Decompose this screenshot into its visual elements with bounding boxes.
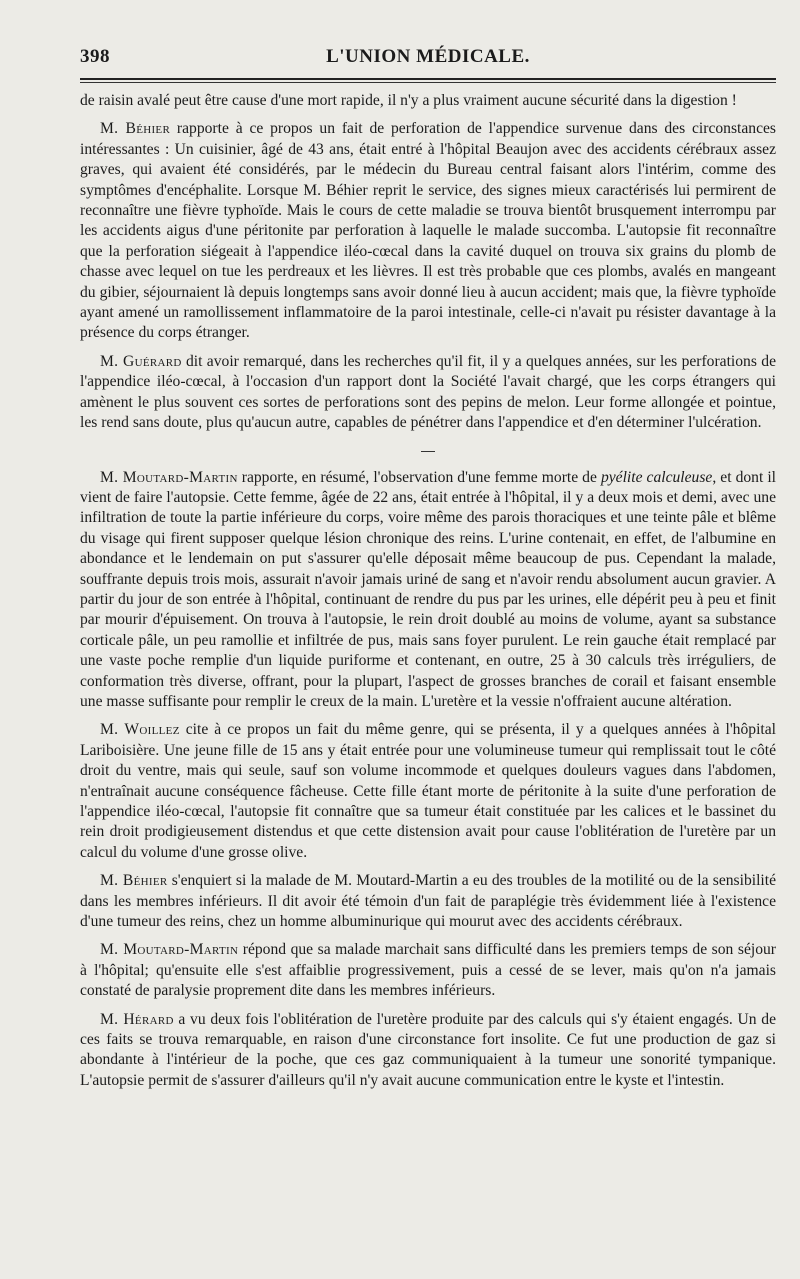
paragraph-woillez	[80, 720, 776, 863]
paragraph-moutard-martin-1	[80, 468, 776, 713]
paragraph-text: répond que sa malade marchait sans difficulté dans les premiers temps de son séjour à l'hôpital; qu'ensuite elle s'est affaiblie progressivement, puis a cessé de se lever, mais qu'on n'a jamais constaté de paralysie proprement dite dans les membres inférieurs.	[80, 941, 776, 1000]
paragraph-behier-1	[80, 119, 776, 343]
italic-term: pyélite calculeuse	[600, 468, 713, 486]
paragraph-text: rapporte à ce propos un fait de perforation de l'appendice survenue dans des circonstances intéressantes : Un cuisinier, âgé de 43 ans, était entré à l'hôpital Beaujon avec des accidents cérébraux assez graves, qui avaient été considérés, par le médecin du Bureau central faisant alors l'intérim, comme des symptômes d'encéphalite. Lorsque M. Béhier reprit le service, des signes mieux caractérisés lui permirent de reconnaître une fièvre typhoïde. Mais le cours de cette maladie se trouva bientôt brusquement interrompu par les accidents aigus d'une péritonite par perforation à laquelle le malade succomba. L'autopsie fit reconnaître que la perforation siégeait à l'appendice iléo-cœcal dans la cavité duquel on trouva six grains du plomb de chasse avec lequel on tue les perdreaux et les lièvres. Il est très probable que ces plombs, avalés en mangeant du gibier, séjournaient là depuis longtemps sans avoir donné lieu à aucun accident; mais que, la fièvre typhoïde ayant amené un ramollissement inflammatoire de la paroi intestinale, celle-ci n'avait pu résister davantage à la présence du corps étranger.	[80, 120, 776, 342]
header-rule-thick	[80, 78, 776, 80]
page-header	[80, 44, 776, 74]
speaker-name: M. Hérard	[100, 1010, 174, 1028]
paragraph-behier-2	[80, 871, 776, 932]
speaker-name: M. Béhier	[100, 872, 168, 890]
paragraph-text: s'enquiert si la malade de M. Moutard-Martin a eu des troubles de la motilité ou de la sensibilité dans les membres inférieurs. Il dit avoir été témoin d'un fait de paraplégie très évidemment liée à l'existence d'une tumeur des reins, chez un homme albuminurique qui mourut avec des accidents cérébraux.	[80, 872, 776, 931]
journal-title: L'UNION MÉDICALE.	[326, 46, 530, 67]
paragraph-moutard-martin-2	[80, 940, 776, 1001]
speaker-name: M. Moutard-Martin	[100, 941, 239, 959]
paragraph-herard	[80, 1010, 776, 1092]
speaker-name: M. Woillez	[100, 721, 180, 739]
paragraph-text: a vu deux fois l'oblitération de l'uretère produite par des calculs qui s'y étaient engagés. Un de ces faits se trouva remarquable, en raison d'une circonstance fort insolite. Ce fut une production de gaz si abondante à l'intérieur de la poche, que ces gaz communiquaient à la tumeur une sonorité tympanique. L'autopsie permit de s'assurer d'ailleurs qu'il n'y avait aucune communication entre le kyste et l'intestin.	[80, 1010, 777, 1089]
paragraph-guerard	[80, 352, 776, 434]
article-body	[80, 91, 776, 1091]
page-number: 398	[80, 46, 110, 67]
header-rule-thin	[80, 82, 776, 83]
paragraph-text: dit avoir remarqué, dans les recherches qu'il fit, il y a quelques années, sur les perforations de l'appendice iléo-cœcal, à l'occasion d'un rapport dont la Société l'avait chargé, que les corps étrangers qui amènent le plus souvent ces sortes de perforations sont des pepins de melon. Leur forme allongée et pointue, les rend sans doute, plus qu'aucun autre, capables de pénétrer dans l'appendice et d'en déterminer l'ulcération.	[80, 352, 776, 432]
speaker-name: M. Guérard	[100, 352, 182, 370]
paragraph-text: cite à ce propos un fait du même genre, qui se présenta, il y a quelques années à l'hôpital Lariboisière. Une jeune fille de 15 ans y était entrée pour une volumineuse tumeur qui remplissait tout le côté droit du ventre, mais qui seule, sauf son volume incommode et quelques douleurs vagues dans l'abdomen, n'entraînait aucune conséquence fâcheuse. Cette fille étant morte de péritonite à la suite d'une perforation de l'appendice iléo-cœcal, l'autopsie fit connaître que sa tumeur était constituée par les calices et le bassinet du rein droit prodigieusement distendus et que cette distension avait pour cause l'oblitération de l'uretère par un calcul du volume d'une grosse olive.	[80, 721, 776, 861]
paragraph-text: , et dont il vient de faire l'autopsie. Cette femme, âgée de 22 ans, était entrée à l'hôpital, il y a deux mois et demi, avec une infiltration de toute la partie inférieure du corps, voire même des parois thoraciques et une teinte pâle et blême du visage qui firent supposer quelque lésion chronique des reins. L'urine contenait, en effet, de l'albumine en abondance et le lendemain on put s'assurer qu'elle déposait même beaucoup de pus. Cependant la malade, souffrante depuis trois mois, assurait n'avoir jamais uriné de sang et n'avoir rendu absolument aucun gravier. A partir du jour de son entrée à l'hôpital, continuant de rendre du pus par les urines, elle dépérit peu à peu et finit par mourir d'épuisement. On trouva à l'autopsie, le rein droit doublé au moins de volume, ayant sa substance corticale pâle, un peu ramollie et infiltrée de pus, mais sans foyer purulent. Le rein gauche était remplacé par une vaste poche remplie d'un liquide puriforme et contenant, en outre, 25 à 30 calculs très irréguliers, de conformation très diverse, offrant, pour la plupart, l'aspect de grosses branches de corail et faisant ensemble une masse suffisante pour remplir le creux de la main. L'uretère et la vessie n'offraient aucune altération.	[80, 468, 776, 710]
paragraph-text: de raisin avalé peut être cause d'une mort rapide, il n'y a plus vraiment aucune sécurité dans la digestion !	[80, 92, 737, 109]
paragraph-text: rapporte, en résumé, l'observation d'une femme morte de	[237, 468, 601, 486]
speaker-name: M. Béhier	[100, 120, 171, 138]
paragraph-continuation	[80, 91, 776, 111]
section-divider	[80, 442, 776, 454]
speaker-name: M. Moutard-Martin	[100, 468, 238, 486]
